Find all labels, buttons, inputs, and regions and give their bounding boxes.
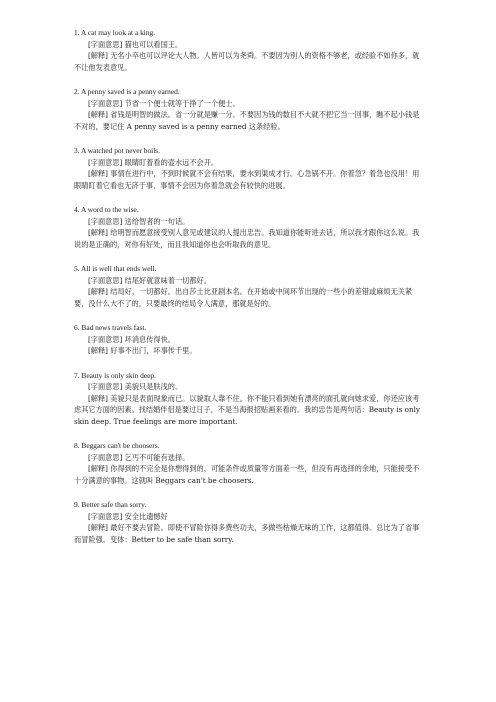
proverb-entry-3 bbox=[74, 145, 424, 191]
literal-meaning: [字面意思] 安全比遗憾好 bbox=[88, 511, 168, 521]
explanation: [解释] 美貌只是表面现象而已。以貌取人靠不住。你不能只看到她有漂亮的面孔就向她求爱，你还应该考虑其它方面的因素。找结婚伴侣是要过日子，不是当海报招贴画来看的。我的忠告是两句话：Beauty is only skin deep. True feelings are more important. bbox=[74, 393, 420, 426]
explanation: [解释] 给明智而愿意接受别人意见或建议的人提出忠告。我知道你能听进去话，所以我才跟你这么说。我说的是正确的，对你有好处，而且我知道你也会听取我的意见。 bbox=[74, 228, 420, 249]
literal-meaning: [字面意思] 眼睛盯着看的壶水远不会开。 bbox=[88, 157, 219, 167]
proverb-title: 1. A cat may look at a king. bbox=[74, 28, 156, 37]
proverb-title: 6. Bad news travels fast. bbox=[74, 323, 147, 332]
explanation: [解释] 省钱是明智的做法。省一分就是赚一分。不要因为钱的数目不大就不把它当一回事，瞧不起小钱是不对的，要记住 A penny saved is a penny earned 这条经验。 bbox=[74, 110, 420, 131]
proverb-entry-5 bbox=[74, 263, 424, 309]
proverb-title: 5. All is well that ends well. bbox=[74, 264, 157, 273]
literal-meaning: [字面意思] 送给智者的一句话。 bbox=[88, 216, 190, 226]
explanation: [解释] 你得到的不完全是你想得到的，可能条件或质量等方面差一些，但没有再选择的余地，只能接受不十分满意的事物。这就叫 Beggars can't be choosers. bbox=[74, 464, 420, 485]
proverb-entry-9 bbox=[74, 499, 424, 545]
proverb-title: 3. A watched pot never boils. bbox=[74, 146, 161, 155]
proverb-entry-1 bbox=[74, 27, 424, 73]
proverb-title: 2. A penny saved is a penny earned. bbox=[74, 87, 180, 96]
proverb-title: 4. A word to the wise. bbox=[74, 205, 139, 214]
document-page bbox=[74, 27, 424, 558]
proverb-entry-2 bbox=[74, 86, 424, 132]
explanation: [解释] 结局好，一切都好。出自莎士比亚剧本名。在开始或中间环节出现的一些小的差错或麻烦无关紧要，没什么大不了的，只要最终的结局令人满意，那就是好的。 bbox=[74, 287, 413, 308]
proverb-entry-6 bbox=[74, 322, 424, 357]
proverb-entry-4 bbox=[74, 204, 424, 250]
explanation: [解释] 最好不要去冒险。即使不冒险你得多费些功夫，多做些枯燥无味的工作，这都值得。总比为了省事而冒险强。变体：Better to be safe than sorry. bbox=[74, 523, 420, 544]
literal-meaning: [字面意思] 坏消息传得快。 bbox=[88, 334, 175, 344]
proverb-entry-8 bbox=[74, 440, 424, 486]
literal-meaning: [字面意思] 结尾好就意味着一切都好。 bbox=[88, 275, 211, 285]
proverb-title: 9. Better safe than sorry. bbox=[74, 500, 147, 509]
literal-meaning: [字面意思] 猫也可以看国王。 bbox=[88, 39, 183, 49]
explanation: [解释] 好事不出门，坏事传千里。 bbox=[88, 346, 197, 355]
proverb-title: 8. Beggars can't be choosers. bbox=[74, 441, 160, 450]
literal-meaning: [字面意思] 乞丐不可能有选择。 bbox=[88, 452, 190, 462]
proverb-title: 7. Beauty is only skin deep. bbox=[74, 370, 156, 380]
explanation: [解释] 事情在进行中，不到时候就不会有结果，要水到渠成才行。心急锅不开。你着急？着急也没用！用眼睛盯着它看也无济于事，事情不会因为你着急就会有较快的进展。 bbox=[74, 169, 420, 190]
proverb-entry-7 bbox=[74, 370, 424, 428]
literal-meaning: [字面意思] 节省一个便士就等于挣了一个便士。 bbox=[88, 98, 240, 108]
explanation: [解释] 无名小卒也可以评论大人物。人皆可以为尧舜。不要因为别人的资格不够老，或经验不如你多，就不让他发表意见。 bbox=[74, 51, 420, 72]
literal-meaning: [字面意思] 美貌只是肤浅的。 bbox=[88, 382, 183, 391]
